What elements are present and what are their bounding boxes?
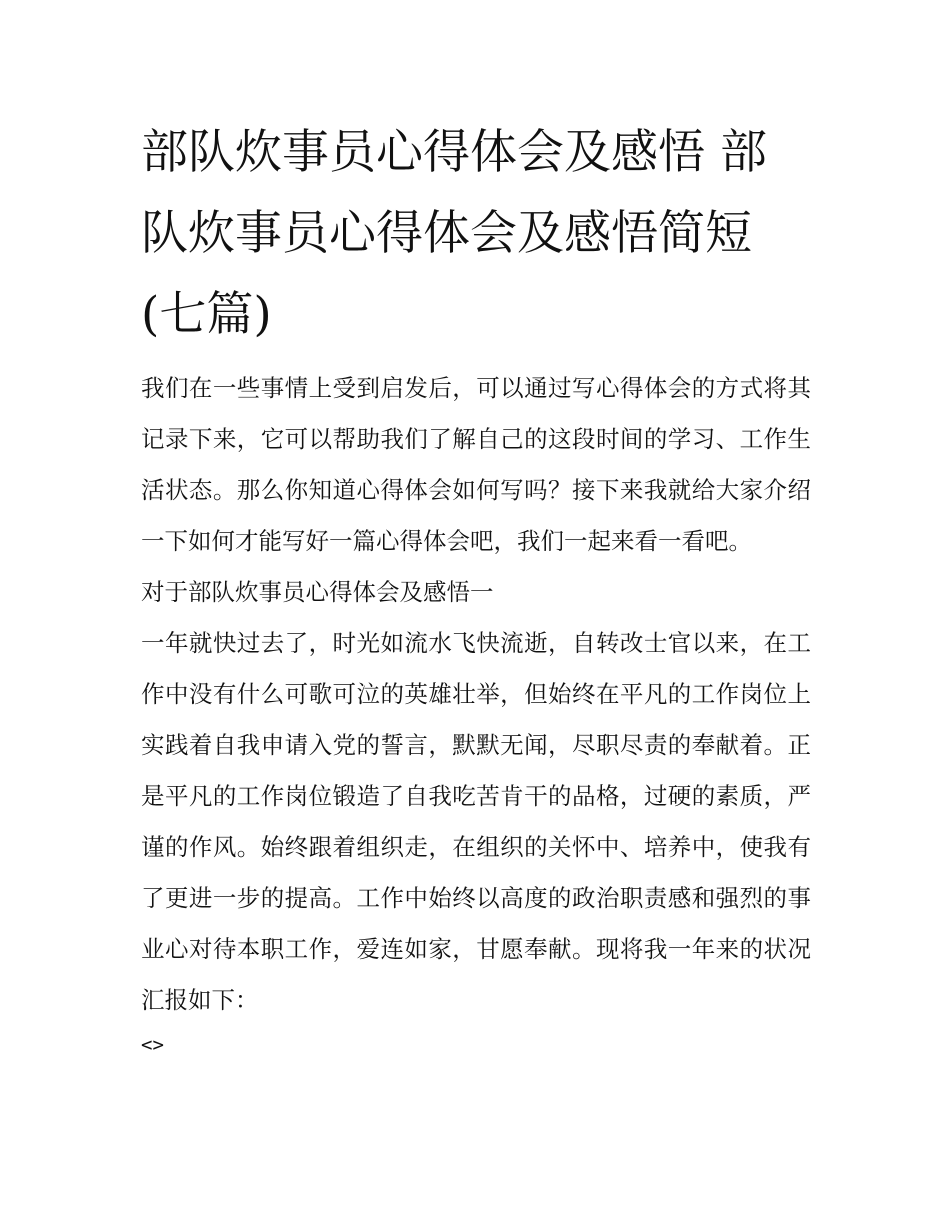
document-title: 部队炊事员心得体会及感悟 部队炊事员心得体会及感悟简短(七篇) bbox=[141, 125, 767, 342]
document-page bbox=[141, 112, 811, 1060]
angle-bracket-marker: <> bbox=[141, 1034, 164, 1056]
section-heading: 对于部队炊事员心得体会及感悟一 bbox=[141, 578, 494, 606]
intro-paragraph: 我们在一些事情上受到启发后，可以通过写心得体会的方式将其记录下来，它可以帮助我们了解自己的这段时间的学习、工作生活状态。那么你知道心得体会如何写吗？接下来我就给大家介绍一下如何才能写好一篇心得体会吧，我们一起来看一看吧。 bbox=[141, 374, 811, 555]
section-paragraph: 一年就快过去了，时光如流水飞快流逝，自转改士官以来，在工作中没有什么可歌可泣的英雄壮举，但始终在平凡的工作岗位上实践着自我申请入党的誓言，默默无闻，尽职尽责的奉献着。正是平凡的工作岗位锻造了自我吃苦肯干的品格，过硬的素质，严谨的作风。始终跟着组织走，在组织的关怀中、培养中，使我有了更进一步的提高。工作中始终以高度的政治职责感和强烈的事业心对待本职工作，爱连如家，甘愿奉献。现将我一年来的状况汇报如下： bbox=[141, 629, 811, 1014]
